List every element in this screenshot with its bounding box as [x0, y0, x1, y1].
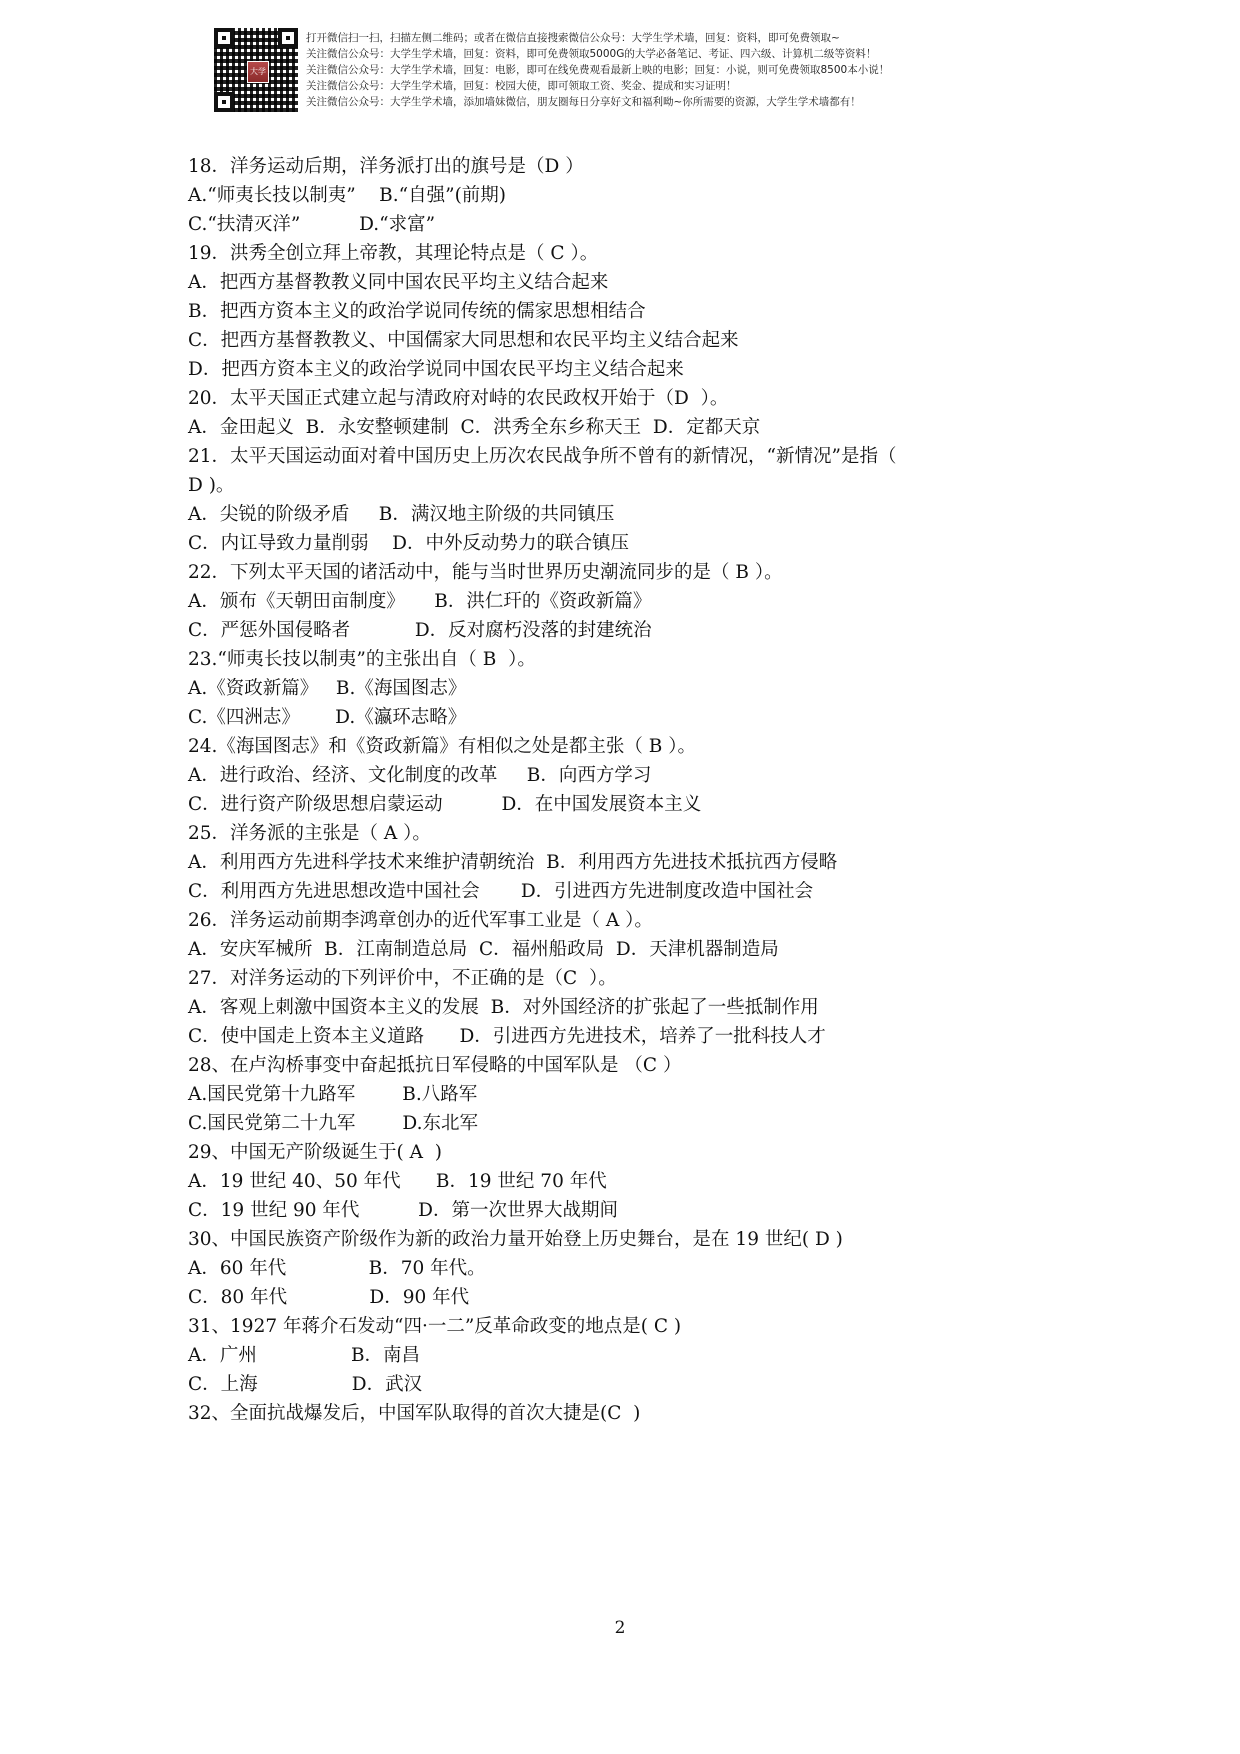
option-line: C．把西方基督教教义、中国儒家大同思想和农民平均主义结合起来: [188, 330, 739, 351]
question-18: 18．洋务运动后期，洋务派打出的旗号是（D ）: [188, 156, 584, 177]
qr-finder-icon: [214, 28, 234, 48]
option-line: A．把西方基督教教义同中国农民平均主义结合起来: [188, 272, 609, 293]
qr-logo-icon: 大学: [247, 61, 269, 83]
question-21-continued: D )。: [188, 475, 235, 496]
option-line: A．进行政治、经济、文化制度的改革 B．向西方学习: [188, 765, 652, 786]
option-line: C．80 年代 D．90 年代: [188, 1287, 470, 1308]
option-line: C．上海 D．武汉: [188, 1374, 423, 1395]
question-23: 23.“师夷长技以制夷”的主张出自（ B ）。: [188, 649, 536, 670]
qr-finder-icon: [278, 28, 298, 48]
question-22: 22．下列太平天国的诸活动中，能与当时世界历史潮流同步的是（ B ）。: [188, 562, 783, 583]
option-line: B．把西方资本主义的政治学说同传统的儒家思想相结合: [188, 301, 646, 322]
question-26: 26．洋务运动前期李鸿章创办的近代军事工业是（ A ）。: [188, 910, 653, 931]
option-line: C.国民党第二十九军 D.东北军: [188, 1113, 478, 1134]
option-line: C．利用西方先进思想改造中国社会 D．引进西方先进制度改造中国社会: [188, 881, 814, 902]
question-20: 20．太平天国正式建立起与清政府对峙的农民政权开始于（D ）。: [188, 388, 729, 409]
option-line: C．严惩外国侵略者 D．反对腐朽没落的封建统治: [188, 620, 652, 641]
qr-finder-icon: [214, 92, 234, 112]
option-line: A.《资政新篇》 B.《海国图志》: [188, 678, 467, 699]
promo-line: 关注微信公众号：大学生学术墙，添加墙妹微信，朋友圈每日分享好文和福利呦~你所需要的资源，大学生学术墙都有！: [306, 96, 861, 108]
option-line: A.“师夷长技以制夷” B.“自强”(前期): [188, 185, 507, 206]
promo-line: 打开微信扫一扫，扫描左侧二维码；或者在微信直接搜索微信公众号：大学生学术墙，回复：资料，即可免费领取~: [306, 32, 840, 44]
question-30: 30、中国民族资产阶级作为新的政治力量开始登上历史舞台，是在 19 世纪( D ): [188, 1229, 843, 1250]
question-25: 25．洋务派的主张是（ A ）。: [188, 823, 431, 844]
page-number: 2: [614, 1618, 626, 1638]
option-line: C．进行资产阶级思想启蒙运动 D．在中国发展资本主义: [188, 794, 702, 815]
promo-line: 关注微信公众号：大学生学术墙，回复：电影，即可在线免费观看最新上映的电影；回复：小说，则可免费领取8500本小说！: [306, 64, 890, 76]
promo-header: [214, 28, 974, 114]
question-21: 21．太平天国运动面对着中国历史上历次农民战争所不曾有的新情况，“新情况”是指（: [188, 446, 897, 467]
question-19: 19．洪秀全创立拜上帝教，其理论特点是（ C ）。: [188, 243, 599, 264]
promo-line: 关注微信公众号：大学生学术墙，回复：资料，即可免费领取5000G的大学必备笔记、考证、四六级、计算机二级等资料！: [306, 48, 877, 60]
option-line: C．内讧导致力量削弱 D．中外反动势力的联合镇压: [188, 533, 630, 554]
option-line: A．金田起义 B．永安整顿建制 C．洪秀全东乡称天王 D．定都天京: [188, 417, 761, 438]
option-line: A．利用西方先进科学技术来维护清朝统治 B．利用西方先进技术抵抗西方侵略: [188, 852, 838, 873]
question-32: 32、全面抗战爆发后，中国军队取得的首次大捷是(C ): [188, 1403, 641, 1424]
option-line: C.“扶清灭洋” D.“求富”: [188, 214, 436, 235]
question-list: [188, 152, 1068, 1428]
option-line: A．19 世纪 40、50 年代 B．19 世纪 70 年代: [188, 1171, 607, 1192]
option-line: A．广州 B．南昌: [188, 1345, 421, 1366]
option-line: C．19 世纪 90 年代 D．第一次世界大战期间: [188, 1200, 619, 1221]
option-line: C．使中国走上资本主义道路 D．引进西方先进技术，培养了一批科技人才: [188, 1026, 826, 1047]
question-29: 29、中国无产阶级诞生于( A ): [188, 1142, 442, 1163]
option-line: A．颁布《天朝田亩制度》 B．洪仁玕的《资政新篇》: [188, 591, 652, 612]
question-27: 27．对洋务运动的下列评价中，不正确的是（C ）。: [188, 968, 617, 989]
option-line: A．尖锐的阶级矛盾 B．满汉地主阶级的共同镇压: [188, 504, 615, 525]
question-28: 28、在卢沟桥事变中奋起抵抗日军侵略的中国军队是 （C ）: [188, 1055, 682, 1076]
qr-code-icon: [214, 28, 298, 112]
option-line: A．客观上刺激中国资本主义的发展 B．对外国经济的扩张起了一些抵制作用: [188, 997, 819, 1018]
option-line: A．安庆军械所 B．江南制造总局 C．福州船政局 D．天津机器制造局: [188, 939, 779, 960]
question-31: 31、1927 年蒋介石发动“四·一二”反革命政变的地点是( C ): [188, 1316, 682, 1337]
option-line: D．把西方资本主义的政治学说同中国农民平均主义结合起来: [188, 359, 684, 380]
option-line: A.国民党第十九路军 B.八路军: [188, 1084, 478, 1105]
promo-line: 关注微信公众号：大学生学术墙，回复：校园大使，即可领取工资、奖金、提成和实习证明！: [306, 80, 737, 92]
option-line: C.《四洲志》 D.《瀛环志略》: [188, 707, 467, 728]
promo-text: [306, 30, 889, 110]
option-line: A．60 年代 B．70 年代。: [188, 1258, 486, 1279]
question-24: 24.《海国图志》和《资政新篇》有相似之处是都主张（ B ）。: [188, 736, 697, 757]
